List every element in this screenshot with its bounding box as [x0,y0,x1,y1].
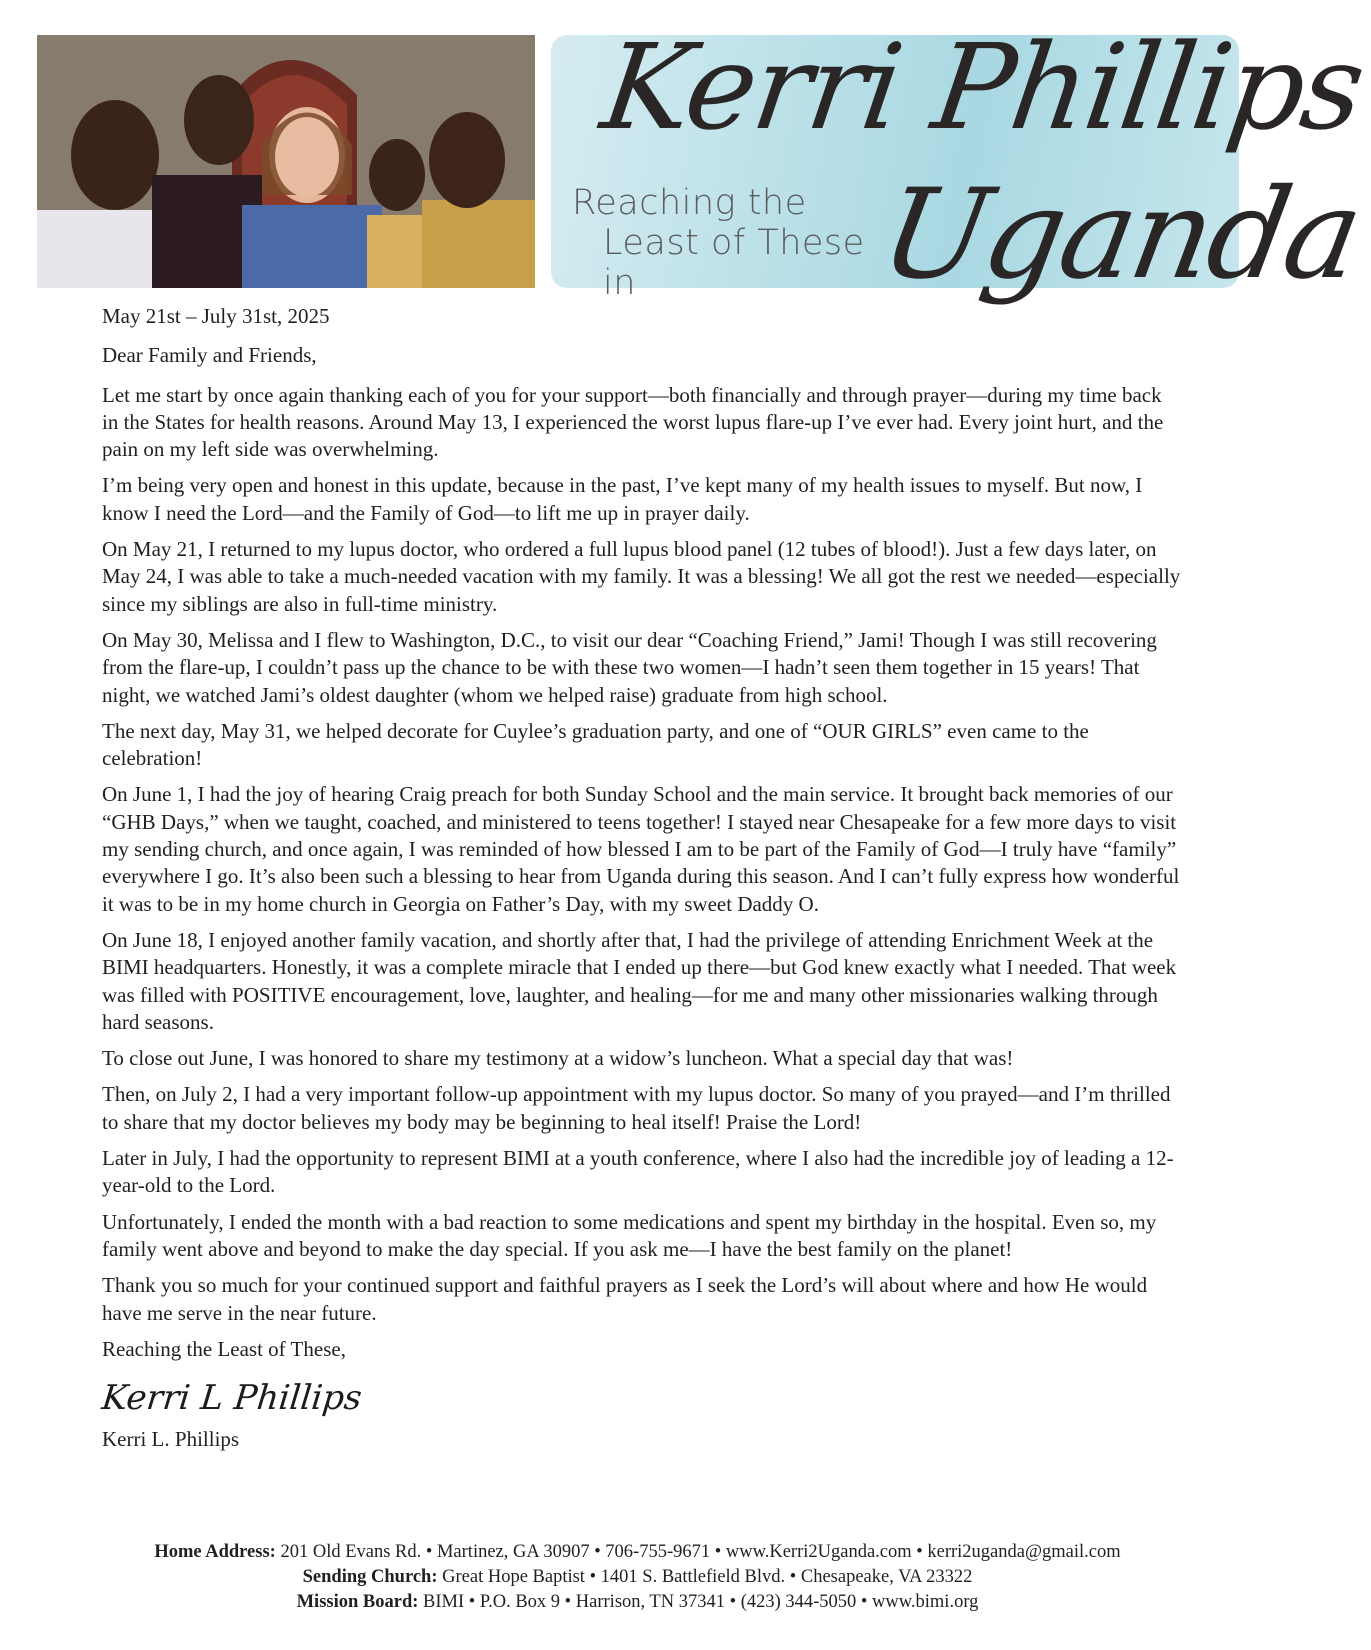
letter-greeting: Dear Family and Friends, [102,343,317,368]
paragraph: On June 1, I had the joy of hearing Craig preach for both Sunday School and the main service. It brought back memories of our “GHB Days,” when we taught, coached, and ministered to teens together! I stayed near Chesapeake for a few more days to visit my sending church, and once again, I was reminded of how blessed I am to be part of the Family of God—I truly have “family” everywhere I go. It’s also been such a blessing to hear from Uganda during this season. And I can’t fully express how wonderful it was to be in my home church in Georgia on Father’s Day, with my sweet Daddy O. [102,782,1180,916]
footer-home-line [60,1540,1215,1565]
group-photo-illustration [37,35,535,288]
home-value: 201 Old Evans Rd. • Martinez, GA 30907 • 706-755-9671 • www.Kerri2Uganda.com • kerri2uganda@gmail.com [275,1542,1121,1562]
footer-board-line [60,1590,1215,1615]
board-value: BIMI • P.O. Box 9 • Harrison, TN 37341 • (423) 344-5050 • www.bimi.org [418,1592,979,1612]
signer-name: Kerri L. Phillips [102,1427,240,1452]
paragraph: Let me start by once again thanking each of you for your support—both financially and through prayer—during my time back in the States for health reasons. Around May 13, I experienced the worst lupus flare-up I’ve ever had. Every joint hurt, and the pain on my left side was overwhelming. [102,382,1164,462]
header-country: Uganda [871,163,1370,307]
paragraph: Later in July, I had the opportunity to represent BIMI at a youth conference, where I also had the incredible joy of leading a 12-year-old to the Lord. [102,1146,1174,1198]
letter-closing: Reaching the Least of These, [102,1336,346,1361]
home-label: Home Address: [154,1542,276,1562]
footer-church-line [60,1565,1215,1590]
letter-date: May 21st – July 31st, 2025 [102,304,330,328]
header-tagline [572,183,902,303]
paragraph: The next day, May 31, we helped decorate for Cuylee’s graduation party, and one of “OUR GIRLS” even came to the celebration! [102,718,1089,771]
paragraph: I’m being very open and honest in this update, because in the past, I’ve kept many of my health issues to myself. But now, I know I need the Lord—and the Family of God—to lift me up in prayer daily. [102,473,1143,525]
handwritten-signature: Kerri L Phillips [99,1378,364,1419]
header-name: Kerri Phillips [594,18,1371,156]
paragraph: On May 21, I returned to my lupus doctor, who ordered a full lupus blood panel (12 tubes of blood!). Just a few days later, on May 24, I was able to take a much-needed vacation with my family. It was a blessing! We all got the rest we needed—especially since my siblings are also in full-time ministry. [102,537,1181,616]
paragraph: To close out June, I was honored to share my testimony at a widow’s luncheon. What a special day that was! [102,1046,1014,1071]
board-label: Mission Board: [296,1592,419,1612]
paragraph: Then, on July 2, I had a very important follow-up appointment with my lupus doctor. So many of you prayed—and I’m thrilled to share that my doctor believes my body may be beginning to heal itself! Praise the Lord! [102,1082,1171,1134]
paragraph: On June 18, I enjoyed another family vacation, and shortly after that, I had the privilege of attending Enrichment Week at the BIMI headquarters. Honestly, it was a complete miracle that I ended up there—but God knew exactly what I needed. That week was filled with POSITIVE encouragement, love, laughter, and healing—for me and many other missionaries walking through hard seasons. [102,927,1177,1034]
church-label: Sending Church: [302,1567,438,1587]
church-value: Great Hope Baptist • 1401 S. Battlefield Blvd. • Chesapeake, VA 23322 [437,1567,973,1587]
header-photo [37,35,535,288]
paragraph: Unfortunately, I ended the month with a bad reaction to some medications and spent my birthday in the hospital. Even so, my family went above and beyond to make the day special. If you ask me—I have the best family on the planet! [102,1209,1157,1261]
paragraph: On May 30, Melissa and I flew to Washington, D.C., to visit our dear “Coaching Friend,” Jami! Though I was still recovering from the flare-up, I couldn’t pass up the chance to be with these two women—I hadn’t seen them together in 15 years! That night, we watched Jami’s oldest daughter (whom we helped raise) graduate from high school. [102,627,1157,707]
tagline-line-2: Least of These in [603,223,865,303]
tagline-line-1: Reaching the [572,183,807,223]
paragraph: Thank you so much for your continued support and faithful prayers as I seek the Lord’s will about where and how He would have me serve in the near future. [102,1273,1148,1325]
footer-contact [60,1540,1215,1615]
letter-body [99,303,1182,1462]
